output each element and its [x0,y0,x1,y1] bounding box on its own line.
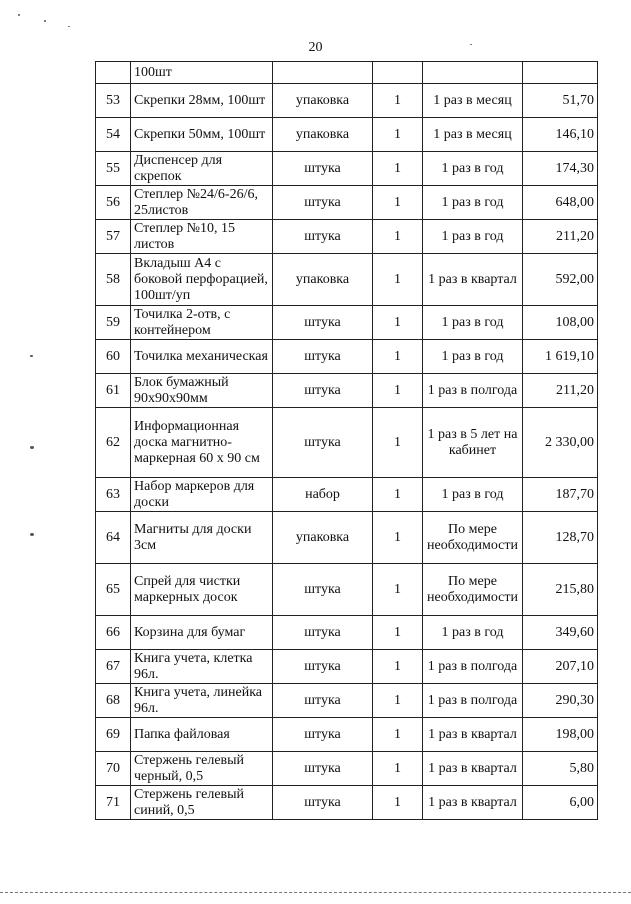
supply-frequency: 1 раз в полгода [423,650,523,684]
unit-of-measure: штука [273,752,373,786]
unit-of-measure: штука [273,408,373,478]
table-row [96,62,598,84]
item-name: Корзина для бумаг [131,616,273,650]
supply-frequency: 1 раз в квартал [423,752,523,786]
quantity: 1 [373,684,423,718]
supply-frequency: 1 раз в квартал [423,786,523,820]
row-number: 70 [96,752,131,786]
item-name: Книга учета, клетка 96л. [131,650,273,684]
item-name: Степлер №24/6-26/6, 25листов [131,186,273,220]
price: 648,00 [523,186,598,220]
supply-frequency: 1 раз в полгода [423,374,523,408]
quantity: 1 [373,512,423,564]
scan-speck [470,44,472,45]
unit-of-measure: упаковка [273,118,373,152]
item-name: Папка файловая [131,718,273,752]
price: 211,20 [523,374,598,408]
supply-frequency: 1 раз в полгода [423,684,523,718]
unit-of-measure: штука [273,650,373,684]
price: 211,20 [523,220,598,254]
item-name: Стержень гелевый синий, 0,5 [131,786,273,820]
item-name: Диспенсер для скрепок [131,152,273,186]
unit-of-measure: штука [273,220,373,254]
supply-frequency: 1 раз в год [423,152,523,186]
item-name: Информационная доска магнитно-маркерная 60 х 90 см [131,408,273,478]
table-row [96,186,598,220]
price: 592,00 [523,254,598,306]
item-name: Набор маркеров для доски [131,478,273,512]
price: 146,10 [523,118,598,152]
continued-item-name: 100шт [131,62,273,84]
item-name: Точилка 2-отв, с контейнером [131,306,273,340]
table-row [96,718,598,752]
table-row [96,512,598,564]
price: 1 619,10 [523,340,598,374]
row-number: 56 [96,186,131,220]
price: 6,00 [523,786,598,820]
row-number: 64 [96,512,131,564]
price: 187,70 [523,478,598,512]
table-row [96,84,598,118]
unit-of-measure: штука [273,718,373,752]
row-number: 62 [96,408,131,478]
supplies-table [95,61,598,820]
unit-of-measure: упаковка [273,254,373,306]
price: 108,00 [523,306,598,340]
scan-speck [30,355,33,357]
unit-of-measure: штука [273,786,373,820]
unit-of-measure: штука [273,564,373,616]
scan-speck [30,446,34,449]
quantity: 1 [373,84,423,118]
row-number: 68 [96,684,131,718]
supply-frequency: 1 раз в год [423,340,523,374]
row-number: 60 [96,340,131,374]
table-row [96,254,598,306]
price: 198,00 [523,718,598,752]
supply-frequency: 1 раз в месяц [423,84,523,118]
supply-frequency: 1 раз в 5 лет на кабинет [423,408,523,478]
row-number: 67 [96,650,131,684]
quantity: 1 [373,408,423,478]
item-name: Блок бумажный 90х90х90мм [131,374,273,408]
unit-of-measure: набор [273,478,373,512]
unit-of-measure: штука [273,340,373,374]
supply-frequency: По мере необходимости [423,564,523,616]
table-row [96,408,598,478]
row-number: 65 [96,564,131,616]
quantity: 1 [373,374,423,408]
supply-frequency: По мере необходимости [423,512,523,564]
unit-of-measure: упаковка [273,512,373,564]
page-number: 20 [308,40,323,55]
row-number: 55 [96,152,131,186]
row-number: 66 [96,616,131,650]
unit-of-measure: штука [273,616,373,650]
unit-of-measure: упаковка [273,84,373,118]
supply-frequency: 1 раз в год [423,186,523,220]
price: 174,30 [523,152,598,186]
price: 2 330,00 [523,408,598,478]
table-row [96,152,598,186]
scan-speck [44,20,46,22]
table-row [96,650,598,684]
table-row [96,616,598,650]
unit-of-measure: штука [273,374,373,408]
item-name: Скрепки 28мм, 100шт [131,84,273,118]
supply-frequency: 1 раз в квартал [423,718,523,752]
item-name: Стержень гелевый черный, 0,5 [131,752,273,786]
price: 215,80 [523,564,598,616]
quantity: 1 [373,616,423,650]
quantity: 1 [373,340,423,374]
quantity: 1 [373,186,423,220]
supply-frequency: 1 раз в месяц [423,118,523,152]
quantity: 1 [373,718,423,752]
scan-edge-line [0,892,631,893]
row-number: 54 [96,118,131,152]
unit-of-measure: штука [273,684,373,718]
quantity: 1 [373,786,423,820]
row-number: 63 [96,478,131,512]
scan-speck [18,14,20,16]
quantity: 1 [373,152,423,186]
unit-of-measure: штука [273,152,373,186]
quantity: 1 [373,752,423,786]
table-row [96,786,598,820]
table-row [96,306,598,340]
price: 349,60 [523,616,598,650]
price: 207,10 [523,650,598,684]
quantity: 1 [373,118,423,152]
quantity: 1 [373,306,423,340]
quantity: 1 [373,220,423,254]
item-name: Магниты для доски 3см [131,512,273,564]
item-name: Степлер №10, 15 листов [131,220,273,254]
supply-frequency: 1 раз в год [423,616,523,650]
table-row [96,752,598,786]
item-name: Спрей для чистки маркерных досок [131,564,273,616]
quantity: 1 [373,564,423,616]
supply-frequency: 1 раз в год [423,478,523,512]
row-number: 53 [96,84,131,118]
item-name: Книга учета, линейка 96л. [131,684,273,718]
quantity: 1 [373,650,423,684]
scan-speck [68,26,70,27]
row-number: 58 [96,254,131,306]
table-row [96,478,598,512]
table-row [96,374,598,408]
price: 51,70 [523,84,598,118]
scan-speck [30,533,34,536]
supply-frequency: 1 раз в год [423,220,523,254]
supply-frequency: 1 раз в квартал [423,254,523,306]
quantity: 1 [373,478,423,512]
row-number: 71 [96,786,131,820]
price: 128,70 [523,512,598,564]
unit-of-measure: штука [273,306,373,340]
price: 5,80 [523,752,598,786]
row-number: 61 [96,374,131,408]
table-row [96,340,598,374]
unit-of-measure: штука [273,186,373,220]
row-number: 57 [96,220,131,254]
table-row [96,220,598,254]
price: 290,30 [523,684,598,718]
row-number: 59 [96,306,131,340]
table-row [96,684,598,718]
quantity: 1 [373,254,423,306]
table-row [96,564,598,616]
item-name: Точилка механическая [131,340,273,374]
item-name: Скрепки 50мм, 100шт [131,118,273,152]
supply-frequency: 1 раз в год [423,306,523,340]
item-name: Вкладыш А4 с боковой перфорацией, 100шт/уп [131,254,273,306]
row-number: 69 [96,718,131,752]
table-row [96,118,598,152]
